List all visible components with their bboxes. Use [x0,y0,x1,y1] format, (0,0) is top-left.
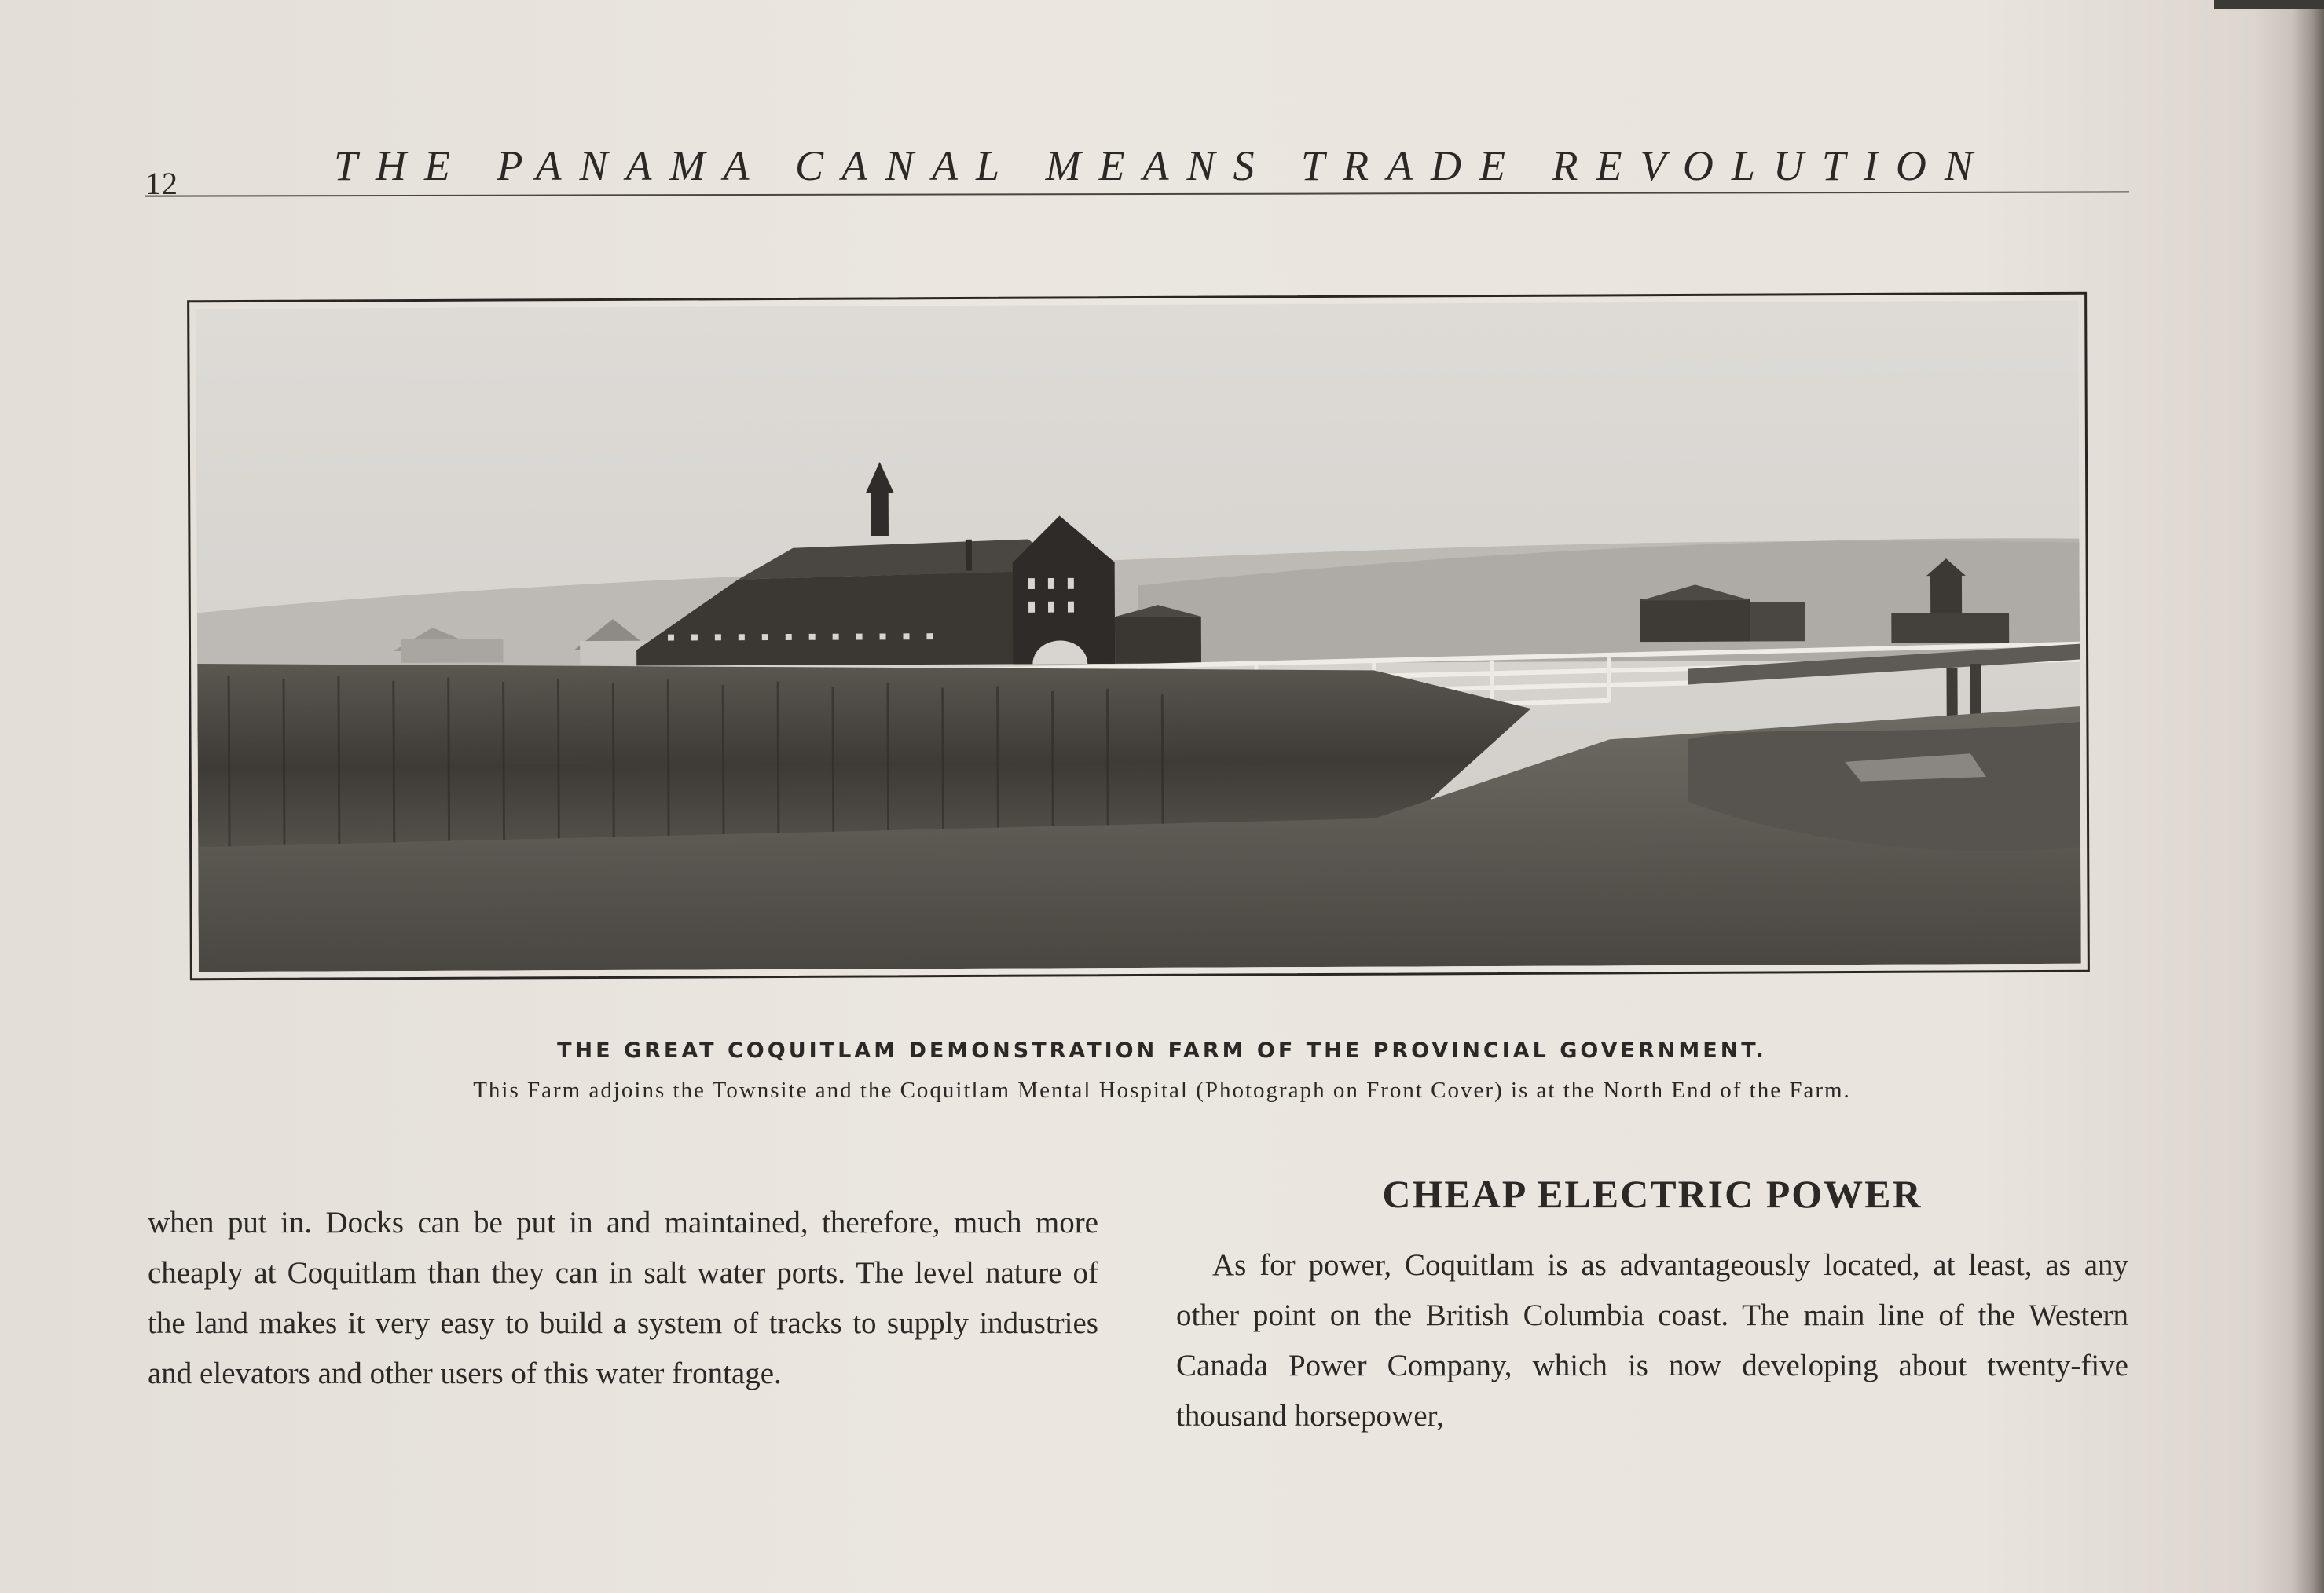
left-column [148,1198,1098,1399]
running-title: THE PANAMA CANAL MEANS TRADE REVOLUTION [334,142,1991,189]
farm-photo-illustration [196,301,2081,972]
page-header [145,134,2129,201]
page-number: 12 [145,166,178,201]
figure-caption-text: This Farm adjoins the Townsite and the Coquitlam Mental Hospital (Photograph on Front Cover) is at the North End of the Farm. [473,1078,1851,1103]
left-column-paragraph: when put in. Docks can be put in and maintained, therefore, much more cheaply at Coquitlam than they can in salt water ports. The level nature of the land makes it very easy to build a system of tracks to supply industries and elevators and other users of this water frontage. [148,1206,1098,1390]
farm-photograph-frame [187,292,2090,981]
section-heading: CHEAP ELECTRIC POWER [1382,1172,1923,1216]
right-column-paragraph: As for power, Coquitlam is as advantageously located, at least, as any other point on the British Columbia coast. The main line of the Western Canada Power Company, which is now developing about twenty-five thousand horsepower, [1176,1248,2128,1433]
binding-strip [2214,0,2324,9]
figure-caption-title: THE GREAT COQUITLAM DEMONSTRATION FARM OF THE PROVINCIAL GOVERNMENT. [557,1038,1767,1063]
farm-photograph [196,301,2081,972]
right-column [1176,1166,2128,1441]
page-edge-shadow [2293,0,2324,1593]
